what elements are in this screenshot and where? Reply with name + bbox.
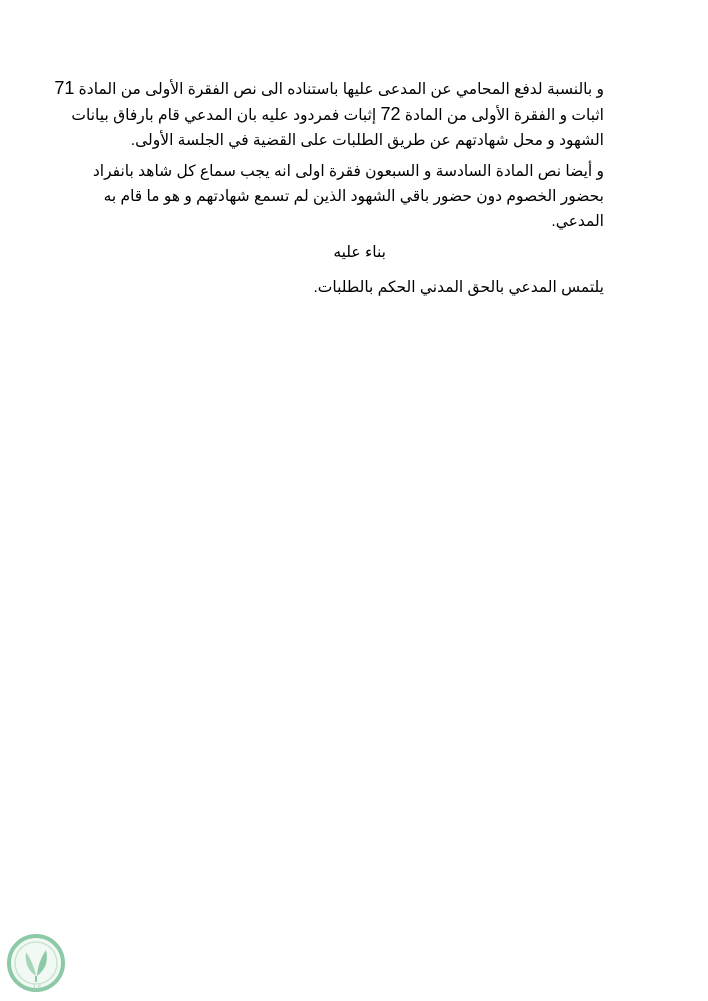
paragraph-2 [92, 159, 604, 234]
section-heading: بناء عليه [333, 244, 386, 261]
paragraph-1-line-2 [71, 102, 604, 128]
watermark-text: كـلـ [31, 984, 41, 992]
watermark-logo-icon [4, 934, 68, 996]
closing-request: يلتمس المدعي بالحق المدني الحكم بالطلبات. [313, 279, 604, 296]
paragraph-1-line-1 [54, 76, 604, 102]
article-number-71: 71 [54, 78, 75, 98]
paragraph-1-line-2-text-a: اثبات و الفقرة الأولى من المادة [400, 107, 604, 124]
paragraph-2-line-1: و أيضا نص المادة السادسة و السبعون فقرة اولى انه يجب سماع كل شاهد بانفراد [92, 163, 604, 180]
paragraph-1-line-3: الشهود و محل شهادتهم عن طريق الطلبات على القضية في الجلسة الأولى. [130, 132, 604, 149]
paragraph-1 [54, 76, 604, 153]
document-body [54, 76, 604, 300]
watermark-logo-graphic [4, 934, 68, 996]
paragraph-1-line-2-text-b: إثبات فمردود عليه بان المدعي قام بارفاق بيانات [71, 107, 381, 124]
article-number-72: 72 [380, 104, 401, 124]
paragraph-2-line-3: المدعي. [551, 213, 604, 230]
paragraph-2-line-2: بحضور الخصوم دون حضور باقي الشهود الذين لم تسمع شهادتهم و هو ما قام به [103, 188, 604, 205]
paragraph-1-line-1-text: و بالنسبة لدفع المحامي عن المدعى عليها باستناده الى نص الفقرة الأولى من المادة [74, 81, 604, 98]
